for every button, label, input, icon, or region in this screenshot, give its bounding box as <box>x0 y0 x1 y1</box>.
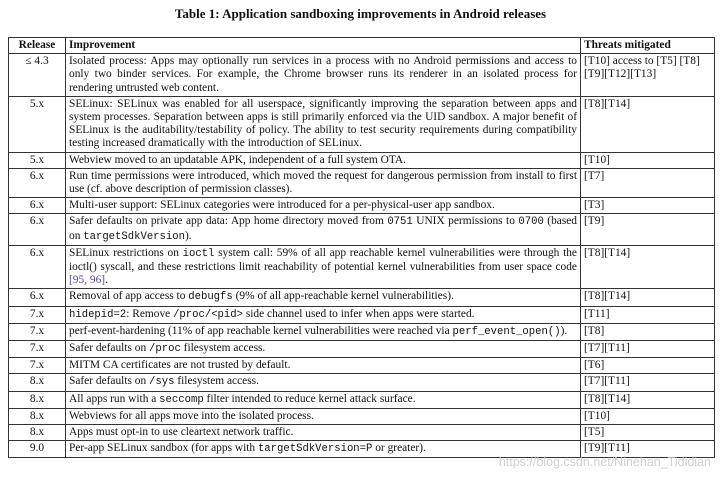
threats-cell: [T10] <box>581 408 715 424</box>
improvement-text: or greater). <box>372 442 426 455</box>
table-row <box>9 408 715 424</box>
code-text: seccomp <box>159 393 204 406</box>
code-text: targetSdkVersion <box>83 230 185 243</box>
code-text: hidepid=2 <box>69 308 127 321</box>
table-row <box>9 289 715 306</box>
improvement-text: UNIX permissions to <box>412 215 519 228</box>
improvement-cell <box>66 341 581 358</box>
improvement-text: side channel used to infer when apps were started. <box>242 307 475 320</box>
release-cell: 7.x <box>9 341 66 358</box>
release-cell: 8.x <box>9 408 66 424</box>
improvement-text: Per-app SELinux sandbox (for apps with <box>69 442 258 455</box>
release-cell: 6.x <box>9 289 66 306</box>
improvement-cell <box>66 374 581 391</box>
improvement-text: All apps run with a <box>69 392 160 405</box>
table-row <box>9 323 715 340</box>
table-row <box>9 245 715 289</box>
table-row <box>9 54 715 97</box>
threats-cell: [T8][T14] <box>581 245 715 289</box>
release-cell: 6.x <box>9 198 66 214</box>
improvement-text: ). <box>184 229 192 242</box>
table-header-row <box>9 38 715 54</box>
improvement-text: (9% of all app-reachable kernel vulnerabilities). <box>232 290 454 303</box>
improvement-text: filesystem access. <box>174 375 259 388</box>
release-cell: 5.x <box>9 96 66 152</box>
improvement-cell: Run time permissions were introduced, which moved the request for dangerous permission from install to first use (cf. above description of permission classes). <box>66 168 581 197</box>
code-text: 0700 <box>518 216 544 229</box>
release-cell: 7.x <box>9 306 66 323</box>
improvement-cell: MITM CA certificates are not trusted by default. <box>66 358 581 374</box>
table-row <box>9 306 715 323</box>
improvement-text: filesystem access. <box>180 342 266 355</box>
release-cell: 8.x <box>9 425 66 441</box>
improvement-cell: SELinux: SELinux was enabled for all userspace, significantly improving the separation between apps and system processes. Separation between apps is still primarily enforced via the UID sandbox. A major benefit of SELinux is the auditability/testability of policy. The ability to test security requirements during compatibility testing increased dramatically with the introduction of SELinux. <box>66 96 581 152</box>
threats-cell: [T10] <box>581 152 715 168</box>
code-text: debugfs <box>188 291 233 304</box>
table-row <box>9 198 715 214</box>
threats-cell: [T9] <box>581 214 715 245</box>
threats-cell: [T11] <box>581 306 715 323</box>
improvement-cell <box>66 289 581 306</box>
table-row <box>9 96 715 152</box>
improvement-text: system call: 59% of all app reachable kernel vulnerabilities were through the ioctl() syscall, and these restrictions limit reachability of potential kernel vulnerabilities from user space code <box>69 246 577 274</box>
threats-cell: [T3] <box>581 198 715 214</box>
improvement-text: Removal of app access to <box>69 290 189 303</box>
improvement-text: Safer defaults on <box>69 375 150 388</box>
release-cell: 7.x <box>9 323 66 340</box>
improvement-cell <box>66 391 581 408</box>
threats-cell: [T7][T11] <box>581 341 715 358</box>
header-improvement: Improvement <box>66 38 581 54</box>
code-text: perf_event_open() <box>452 325 561 338</box>
table-row <box>9 168 715 197</box>
improvement-text: Safer defaults on private app data: App home directory moved from <box>69 215 388 228</box>
table-row <box>9 358 715 374</box>
threats-cell: [T10] access to [T5] [T8][T9][T12][T13] <box>581 54 715 97</box>
citation-link[interactable]: [95, 96] <box>69 274 106 287</box>
release-cell: 8.x <box>9 374 66 391</box>
threats-cell: [T8] <box>581 323 715 340</box>
improvement-cell <box>66 441 581 458</box>
improvement-text: ). <box>560 324 568 337</box>
improvement-cell <box>66 323 581 340</box>
watermark: https://blog.csdn.net/Ninehan_Tididian <box>498 455 711 469</box>
improvement-cell <box>66 245 581 289</box>
code-text: /proc/<pid> <box>173 308 243 321</box>
code-text: 0751 <box>387 216 413 229</box>
table-row <box>9 152 715 168</box>
threats-cell: [T8][T14] <box>581 391 715 408</box>
threats-cell: [T5] <box>581 425 715 441</box>
table-row <box>9 441 715 458</box>
header-release: Release <box>9 38 66 54</box>
improvement-cell: Multi-user support: SELinux categories were introduced for a per-physical-user app sandbox. <box>66 198 581 214</box>
improvement-text: : Remove <box>126 307 174 320</box>
improvement-text: Safer defaults on <box>69 342 150 355</box>
improvement-text: SELinux restrictions on <box>69 246 183 259</box>
table-caption: Table 1: Application sandboxing improvements in Android releases <box>174 6 547 21</box>
threats-cell: [T6] <box>581 358 715 374</box>
threats-cell: [T7][T11] <box>581 374 715 391</box>
threats-cell: [T9][T11] <box>581 441 715 458</box>
improvement-cell <box>66 306 581 323</box>
release-cell: 6.x <box>9 245 66 289</box>
table-row <box>9 425 715 441</box>
improvement-text: filter intended to reduce kernel attack surface. <box>203 392 416 405</box>
improvement-cell <box>66 214 581 245</box>
table-row <box>9 214 715 245</box>
table-row <box>9 341 715 358</box>
threats-cell: [T7] <box>581 168 715 197</box>
release-cell: 6.x <box>9 168 66 197</box>
release-cell: 7.x <box>9 358 66 374</box>
code-text: ioctl <box>182 247 215 260</box>
release-cell: 8.x <box>9 391 66 408</box>
code-text: /proc <box>149 343 181 356</box>
release-cell: 9.0 <box>9 441 66 458</box>
release-cell: 5.x <box>9 152 66 168</box>
table-row <box>9 374 715 391</box>
threats-cell: [T8][T14] <box>581 96 715 152</box>
header-threats: Threats mitigated <box>581 38 715 54</box>
improvement-cell: Isolated process: Apps may optionally run services in a process with no Android permissions and access to only two binder services. For example, the Chrome browser runs its renderer in an isolated process for rendering untrusted web content. <box>66 54 581 97</box>
table-row <box>9 391 715 408</box>
improvement-text: (based on <box>69 215 578 242</box>
improvement-cell: Webview moved to an updatable APK, independent of a full system OTA. <box>66 152 581 168</box>
improvement-cell: Apps must opt-in to use cleartext network traffic. <box>66 425 581 441</box>
threats-cell: [T8][T14] <box>581 289 715 306</box>
release-cell: ≤ 4.3 <box>9 54 66 97</box>
sandboxing-table <box>8 37 715 458</box>
code-text: /sys <box>149 376 175 389</box>
release-cell: 6.x <box>9 214 66 245</box>
improvement-text: perf-event-hardening (11% of app reachable kernel vulnerabilities were reached via <box>69 324 453 337</box>
improvement-text: . <box>105 274 108 287</box>
improvement-cell: Webviews for all apps move into the isolated process. <box>66 408 581 424</box>
code-text: targetSdkVersion=P <box>257 443 373 456</box>
